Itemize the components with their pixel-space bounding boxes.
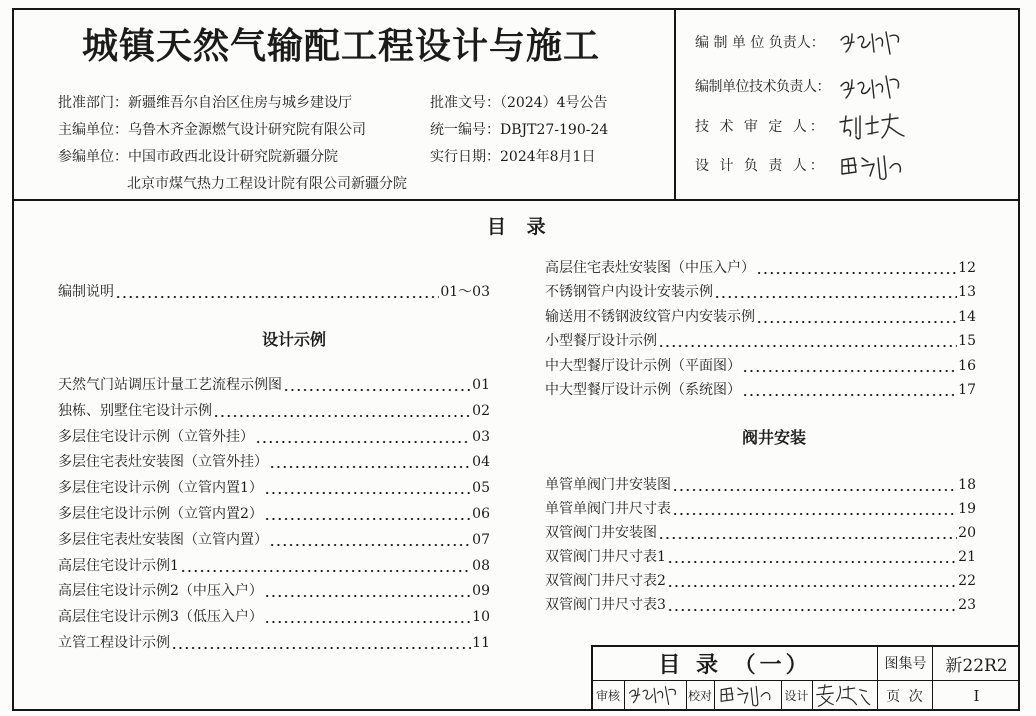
dot-leader bbox=[213, 402, 471, 420]
frame-bottom bbox=[12, 709, 1020, 711]
header-divider bbox=[12, 199, 1020, 201]
approval-dept bbox=[58, 94, 352, 112]
dot-leader bbox=[283, 376, 471, 394]
signatory-technical-reviewer: 技 术 审 定 人： bbox=[695, 119, 827, 135]
signature-technical-reviewer bbox=[838, 112, 908, 142]
toc-entry-page: 23 bbox=[958, 597, 976, 613]
header-vertical-divider bbox=[674, 8, 676, 200]
signatory-unit-head: 编 制 单 位 负责人： bbox=[695, 35, 825, 51]
toc-entry-title: 多层住宅设计示例（立管外挂） bbox=[58, 428, 254, 445]
toc-entry bbox=[58, 634, 490, 652]
dot-leader bbox=[269, 531, 471, 549]
toc-entry-title: 编制说明 bbox=[58, 284, 114, 300]
signatory-design-head: 设 计 负 责 人： bbox=[695, 158, 827, 174]
toc-entry-title: 输送用不锈钢波纹管户内安装示例 bbox=[545, 308, 755, 325]
dot-leader bbox=[742, 381, 957, 399]
frame-left bbox=[12, 8, 14, 711]
toc-entry-page: 22 bbox=[958, 573, 976, 589]
approval-doc-no-value: （2024）4号公告 bbox=[500, 95, 608, 111]
dot-leader bbox=[658, 524, 957, 542]
toc-entry bbox=[545, 500, 976, 518]
serial-no-value: DBJT27-190-24 bbox=[500, 122, 609, 138]
toc-entry-title: 小型餐厅设计示例 bbox=[545, 333, 657, 350]
toc-entry bbox=[545, 332, 976, 350]
toc-entry-page: 03 bbox=[472, 428, 490, 445]
approval-dept-value: 新疆维吾尔自治区住房与城乡建设厅 bbox=[128, 95, 352, 111]
signature-checker bbox=[717, 683, 777, 708]
toc-entry-page: 14 bbox=[958, 308, 976, 325]
toc-entry-page: 15 bbox=[958, 333, 976, 350]
toc-entry-page: 20 bbox=[958, 525, 976, 541]
toc-entry bbox=[545, 596, 976, 614]
toc-entry bbox=[58, 453, 490, 471]
toc-entry-title: 多层住宅设计示例（立管内置1） bbox=[58, 480, 263, 497]
frame-right bbox=[1018, 8, 1020, 711]
toc-entry bbox=[58, 582, 490, 600]
toc-heading: 目 录 bbox=[487, 216, 553, 238]
effective-date-label: 实行日期： bbox=[430, 149, 500, 165]
toc-entry-page: 09 bbox=[472, 583, 490, 600]
toc-entry-title: 独栋、别墅住宅设计示例 bbox=[58, 402, 212, 419]
dot-leader bbox=[667, 548, 957, 566]
signatory-technical-head: 编制单位技术负责人： bbox=[695, 79, 830, 95]
toc-entry-title: 中大型餐厅设计示例（系统图） bbox=[545, 382, 741, 398]
toc-entry bbox=[58, 531, 490, 549]
dot-leader bbox=[672, 476, 957, 494]
title-block-col-review-sig bbox=[624, 680, 625, 711]
toc-entry bbox=[58, 428, 490, 446]
toc-entry-title: 高层住宅设计示例1 bbox=[58, 557, 179, 574]
toc-entry bbox=[58, 608, 490, 626]
dot-leader bbox=[667, 572, 957, 590]
toc-entry-title: 双管阀门井尺寸表2 bbox=[545, 573, 666, 589]
toc-entry bbox=[545, 283, 976, 301]
dot-leader bbox=[115, 283, 439, 301]
dot-leader bbox=[756, 259, 957, 277]
toc-entry-page: 01～03 bbox=[440, 284, 490, 300]
serial-no bbox=[430, 121, 608, 139]
toc-entry-title: 单管单阀门井尺寸表 bbox=[545, 501, 671, 517]
toc-entry-title: 不锈钢管户内设计安装示例 bbox=[545, 284, 713, 301]
toc-entry-title: 立管工程设计示例 bbox=[58, 635, 170, 651]
chief-editor-label: 主编单位： bbox=[58, 122, 128, 138]
dot-leader bbox=[171, 634, 471, 652]
page-no: I bbox=[973, 686, 980, 705]
co-editor-2: 北京市煤气热力工程设计院有限公司新疆分院 bbox=[127, 176, 407, 192]
co-editor-label: 参编单位： bbox=[58, 149, 128, 165]
signature-unit-head bbox=[838, 28, 908, 58]
toc-entry-page: 13 bbox=[958, 284, 976, 301]
toc-entry-title: 高层住宅设计示例3（低压入户） bbox=[58, 609, 263, 626]
toc-entry bbox=[58, 505, 490, 523]
toc-entry-title: 天然气门站调压计量工艺流程示例图 bbox=[58, 377, 282, 393]
toc-entry-intro bbox=[58, 283, 490, 301]
toc-entry bbox=[58, 557, 490, 575]
toc-entry-page: 11 bbox=[472, 635, 490, 651]
co-editor-value: 中国市政西北设计研究院新疆分院 bbox=[128, 149, 338, 165]
co-editor bbox=[58, 148, 338, 166]
dot-leader bbox=[667, 596, 957, 614]
dot-leader bbox=[756, 308, 957, 326]
toc-entry-page: 10 bbox=[472, 609, 490, 626]
toc-entry-title: 多层住宅表灶安装图（立管内置） bbox=[58, 531, 268, 548]
toc-entry-page: 05 bbox=[472, 480, 490, 497]
effective-date bbox=[430, 148, 595, 166]
approval-dept-label: 批准部门： bbox=[58, 95, 128, 111]
toc-entry-page: 06 bbox=[472, 506, 490, 522]
serial-no-label: 统一编号： bbox=[430, 122, 500, 138]
section-heading-valve-wells: 阀井安装 bbox=[742, 428, 807, 447]
dot-leader bbox=[714, 283, 957, 301]
toc-entry-page: 07 bbox=[472, 531, 490, 548]
dot-leader bbox=[180, 557, 471, 575]
toc-entry-title: 双管阀门井尺寸表3 bbox=[545, 597, 666, 613]
toc-entry bbox=[58, 376, 490, 394]
frame-top bbox=[12, 8, 1020, 10]
review-label: 审核 bbox=[595, 689, 620, 703]
toc-entry-page: 12 bbox=[958, 260, 976, 276]
toc-entry-title: 多层住宅设计示例（立管内置2） bbox=[58, 506, 263, 522]
toc-entry-page: 01 bbox=[472, 377, 490, 393]
signature-technical-head bbox=[838, 72, 908, 102]
title-block-col-check-sig bbox=[714, 680, 715, 711]
toc-entry bbox=[545, 548, 976, 566]
toc-entry-page: 21 bbox=[958, 549, 976, 565]
chief-editor-value: 乌鲁木齐金源燃气设计研究院有限公司 bbox=[128, 122, 366, 138]
dot-leader bbox=[264, 479, 471, 497]
chief-editor bbox=[58, 121, 366, 139]
approval-doc-no bbox=[430, 94, 608, 112]
toc-entry bbox=[58, 479, 490, 497]
toc-entry-title: 单管单阀门井安装图 bbox=[545, 477, 671, 493]
toc-entry bbox=[545, 259, 976, 277]
toc-entry-page: 18 bbox=[958, 477, 976, 493]
dot-leader bbox=[742, 357, 957, 375]
signature-reviewer bbox=[627, 683, 683, 708]
toc-entry bbox=[545, 381, 976, 399]
design-label: 设计 bbox=[784, 689, 809, 703]
check-label: 校对 bbox=[687, 689, 712, 703]
dot-leader bbox=[264, 608, 471, 626]
dot-leader bbox=[264, 505, 471, 523]
dot-leader bbox=[658, 332, 957, 350]
dot-leader bbox=[269, 453, 471, 471]
dot-leader bbox=[672, 500, 957, 518]
page-label: 页 次 bbox=[886, 688, 925, 705]
toc-entry-title: 中大型餐厅设计示例（平面图） bbox=[545, 357, 741, 374]
title-block-col-design-sig bbox=[812, 680, 813, 711]
toc-entry-title: 双管阀门井安装图 bbox=[545, 525, 657, 541]
approval-doc-no-label: 批准文号： bbox=[430, 95, 500, 111]
toc-entry-page: 08 bbox=[472, 557, 490, 574]
toc-entry-page: 02 bbox=[472, 402, 490, 419]
toc-entry-title: 高层住宅表灶安装图（中压入户） bbox=[545, 260, 755, 276]
toc-entry-page: 17 bbox=[958, 382, 976, 398]
toc-entry bbox=[545, 572, 976, 590]
dot-leader bbox=[264, 582, 471, 600]
toc-entry bbox=[545, 308, 976, 326]
atlas-no: 新22R2 bbox=[945, 655, 1008, 676]
section-heading-design-examples: 设计示例 bbox=[262, 330, 327, 349]
toc-entry bbox=[545, 524, 976, 542]
toc-entry-title: 多层住宅表灶安装图（立管外挂） bbox=[58, 454, 268, 471]
atlas-no-label: 图集号 bbox=[884, 656, 927, 672]
signature-design-head bbox=[838, 152, 908, 182]
dot-leader bbox=[255, 428, 471, 446]
sheet-title: 目 录 （一） bbox=[658, 651, 812, 678]
document-title: 城镇天然气输配工程设计与施工 bbox=[82, 26, 601, 67]
toc-entry bbox=[545, 476, 976, 494]
toc-entry-title: 双管阀门井尺寸表1 bbox=[545, 549, 666, 565]
toc-entry-page: 16 bbox=[958, 357, 976, 374]
signature-designer bbox=[815, 683, 873, 708]
toc-entry bbox=[545, 357, 976, 375]
toc-entry-page: 04 bbox=[472, 454, 490, 471]
toc-entry-title: 高层住宅设计示例2（中压入户） bbox=[58, 583, 263, 600]
effective-date-value: 2024年8月1日 bbox=[500, 149, 596, 165]
toc-entry bbox=[58, 402, 490, 420]
toc-entry-page: 19 bbox=[958, 501, 976, 517]
